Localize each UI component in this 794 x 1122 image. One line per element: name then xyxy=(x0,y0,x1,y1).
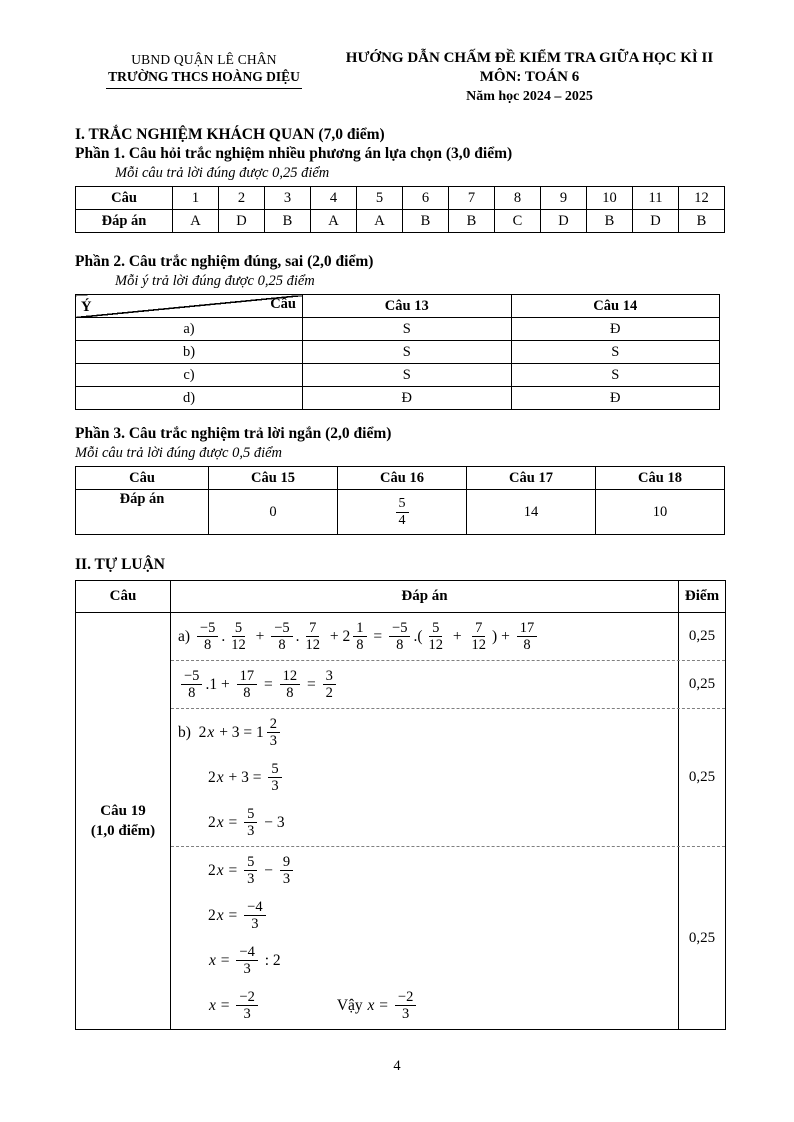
fraction-numerator: 3 xyxy=(323,668,336,685)
item-label-cell: a) xyxy=(76,318,303,341)
part3-heading: Phần 3. Câu trắc nghiệm trả lời ngắn (2,0 điểm) xyxy=(75,425,392,442)
answer-cell: B xyxy=(587,210,633,233)
answer-label-cell: Đáp án xyxy=(76,490,209,535)
fraction-numerator: 7 xyxy=(472,620,485,637)
fraction-denominator: 4 xyxy=(398,512,406,528)
truefalse-cell: S xyxy=(303,341,512,364)
math-line: 2 x = $\frac{5}{3}$ − $\frac{9}{3}$ xyxy=(178,848,674,893)
essay-header-diem: Điểm xyxy=(678,581,725,612)
question-number-cell: 12 xyxy=(679,187,725,210)
corner-label-y: Ý xyxy=(81,299,92,315)
table-row xyxy=(76,318,720,341)
fraction-numerator: 9 xyxy=(280,854,293,871)
essay-rows xyxy=(171,613,725,1029)
section1-heading: I. TRẮC NGHIỆM KHÁCH QUAN (7,0 điểm) xyxy=(75,126,385,143)
fraction xyxy=(517,620,538,653)
part3-answer-table xyxy=(75,466,726,535)
solution-step-row xyxy=(171,846,725,1029)
question-number-cell: 5 xyxy=(357,187,403,210)
essay-header-dapan: Đáp án xyxy=(401,588,448,604)
question-column-header: Câu 17 xyxy=(467,467,596,490)
header-row xyxy=(76,295,720,318)
fraction-numerator: −5 xyxy=(271,620,292,637)
fraction-denominator: 8 xyxy=(356,637,364,653)
essay-body xyxy=(76,613,725,1029)
answer-cell: B xyxy=(265,210,311,233)
question-column-header: Câu 13 xyxy=(303,295,512,318)
fraction-denominator: 8 xyxy=(243,685,251,701)
answer-row xyxy=(76,210,725,233)
question-column-header: Câu 18 xyxy=(596,467,725,490)
fraction xyxy=(323,668,336,701)
fraction xyxy=(236,944,257,977)
corner-label-cau: Câu xyxy=(270,296,296,312)
answer-cell: B xyxy=(679,210,725,233)
fraction-numerator: 12 xyxy=(280,668,301,685)
question-number-cell: 9 xyxy=(541,187,587,210)
fraction-denominator: 12 xyxy=(471,637,487,653)
fraction-numerator: 5 xyxy=(268,761,281,778)
part1-answer-table xyxy=(75,186,726,233)
question-number: Câu 19 xyxy=(100,802,146,819)
answer-cell: C xyxy=(495,210,541,233)
solution-cell xyxy=(171,661,678,708)
fraction xyxy=(389,620,410,653)
truefalse-cell: S xyxy=(303,318,512,341)
exam-title: HƯỚNG DẪN CHẤM ĐỀ KIỂM TRA GIỮA HỌC KÌ II xyxy=(345,50,714,66)
answer-cell: A xyxy=(357,210,403,233)
fraction-denominator: 3 xyxy=(247,823,255,839)
question-points: (1,0 điểm) xyxy=(90,823,156,839)
header-row xyxy=(76,467,725,490)
question-number-cell: 1 xyxy=(173,187,219,210)
math-line: $\frac{-5}{8}$ .1 + $\frac{17}{8}$ = $\frac{12}{8}$ = $\frac{3}{2}$ xyxy=(178,662,674,707)
solution-cell xyxy=(171,709,678,846)
question-number-cell: 7 xyxy=(449,187,495,210)
table-row xyxy=(76,364,720,387)
question-number-cell: 2 xyxy=(219,187,265,210)
fraction-denominator: 3 xyxy=(251,916,259,932)
question-number-row xyxy=(76,187,725,210)
fraction xyxy=(280,854,293,887)
multiple-choice-table xyxy=(75,186,725,233)
school-name-wrap xyxy=(75,68,333,89)
diagonal-split-cell xyxy=(76,295,303,318)
answer-cell xyxy=(338,490,467,535)
fraction xyxy=(469,620,490,653)
fraction-numerator: 5 xyxy=(232,620,245,637)
fraction xyxy=(244,854,257,887)
item-label-cell: b) xyxy=(76,341,303,364)
fraction xyxy=(267,716,280,749)
math-line: b) 2 x + 3 = 1 $\frac{2}{3}$ xyxy=(178,710,674,755)
fraction xyxy=(303,620,324,653)
fraction-denominator: 12 xyxy=(305,637,321,653)
answer-cell: 0 xyxy=(209,490,338,535)
school-name: TRƯỜNG THCS HOÀNG DIỆU xyxy=(106,68,302,89)
question-number-cell: 6 xyxy=(403,187,449,210)
fraction-denominator: 8 xyxy=(396,637,404,653)
fraction-denominator: 8 xyxy=(286,685,294,701)
question-number-cell: 8 xyxy=(495,187,541,210)
question-number-cell: 3 xyxy=(265,187,311,210)
question-number-cell: 11 xyxy=(633,187,679,210)
solution-cell xyxy=(171,613,678,660)
fraction xyxy=(271,620,292,653)
score-cell: 0,25 xyxy=(678,613,725,660)
question-column-header: Câu 14 xyxy=(511,295,720,318)
fraction-denominator: 2 xyxy=(325,685,333,701)
fraction-numerator: −5 xyxy=(197,620,218,637)
answer-cell: D xyxy=(541,210,587,233)
question-column-header: Câu 16 xyxy=(338,467,467,490)
truefalse-cell: S xyxy=(511,364,720,387)
fraction xyxy=(268,761,281,794)
question-number-cell: 10 xyxy=(587,187,633,210)
fraction-numerator: 5 xyxy=(244,806,257,823)
fraction-numerator: 5 xyxy=(244,854,257,871)
fraction-denominator: 8 xyxy=(204,637,212,653)
part2-answer-table xyxy=(75,294,726,410)
fraction-denominator: 3 xyxy=(243,1006,251,1022)
part2-heading: Phần 2. Câu trắc nghiệm đúng, sai (2,0 điểm) xyxy=(75,253,374,270)
truefalse-cell: Đ xyxy=(511,387,720,410)
truefalse-cell: S xyxy=(303,364,512,387)
fraction xyxy=(197,620,218,653)
answer-cell: D xyxy=(219,210,265,233)
math-line: x = $\frac{-2}{3}$ Vậy x = $\frac{-2}{3}$ xyxy=(178,983,674,1028)
score-cell: 0,25 xyxy=(678,661,725,708)
solution-cell xyxy=(171,847,678,1029)
answer-cell: A xyxy=(173,210,219,233)
fraction xyxy=(237,668,258,701)
fraction-denominator: 8 xyxy=(523,637,531,653)
fraction xyxy=(395,989,416,1022)
fraction-denominator: 12 xyxy=(428,637,444,653)
solution-step-row xyxy=(171,613,725,660)
solution-step-row xyxy=(171,660,725,708)
solution-step-row xyxy=(171,708,725,846)
fraction xyxy=(244,806,257,839)
fraction xyxy=(396,496,409,528)
fraction-numerator: 7 xyxy=(306,620,319,637)
item-label-cell: d) xyxy=(76,387,303,410)
fraction-numerator: 2 xyxy=(267,716,280,733)
document-header xyxy=(75,50,726,105)
fraction-numerator: 5 xyxy=(396,496,409,513)
true-false-table xyxy=(75,294,720,410)
math-line: x = $\frac{-4}{3}$ : 2 xyxy=(209,943,281,977)
fraction-denominator: 3 xyxy=(271,778,279,794)
fraction-numerator: −5 xyxy=(181,668,202,685)
page-number: 4 xyxy=(393,1058,401,1074)
answer-cell: 10 xyxy=(596,490,725,535)
part1-note: Mỗi câu trả lời đúng được 0,25 điểm xyxy=(115,165,330,181)
question-label-cell xyxy=(76,613,171,1029)
school-year: Năm học 2024 – 2025 xyxy=(466,89,593,104)
question-number-cell: 4 xyxy=(311,187,357,210)
fraction-numerator: −2 xyxy=(236,989,257,1006)
table-row xyxy=(76,387,720,410)
section2-heading: II. TỰ LUẬN xyxy=(75,556,166,573)
fraction xyxy=(426,620,447,653)
fraction-numerator: −5 xyxy=(389,620,410,637)
question-column-header: Câu 15 xyxy=(209,467,338,490)
essay-header-row xyxy=(76,581,725,613)
score-cell: 0,25 xyxy=(678,847,725,1029)
answer-cell: A xyxy=(311,210,357,233)
part2-note: Mỗi ý trả lời đúng được 0,25 điểm xyxy=(115,273,315,289)
math-line: 2 x + 3 = $\frac{5}{3}$ xyxy=(178,755,674,800)
fraction-denominator: 8 xyxy=(278,637,286,653)
answer-cell: B xyxy=(449,210,495,233)
fraction-denominator: 3 xyxy=(269,733,278,749)
fraction-denominator: 8 xyxy=(188,685,196,701)
row-label-cell: Câu xyxy=(76,187,173,210)
essay-header-cau: Câu xyxy=(76,581,171,612)
fraction-numerator: 5 xyxy=(429,620,442,637)
fraction xyxy=(228,620,249,653)
fraction-denominator: 3 xyxy=(247,871,255,887)
fraction xyxy=(181,668,202,701)
item-label-cell: c) xyxy=(76,364,303,387)
fraction-numerator: −4 xyxy=(244,899,265,916)
exam-title-block xyxy=(333,50,726,105)
fraction-denominator: 3 xyxy=(282,871,291,887)
fraction xyxy=(236,989,257,1022)
answer-row xyxy=(76,490,725,535)
exam-subject: MÔN: TOÁN 6 xyxy=(479,69,580,85)
district-name: UBND QUẬN LÊ CHÂN xyxy=(131,52,277,67)
truefalse-cell: Đ xyxy=(511,318,720,341)
school-block xyxy=(75,50,333,105)
fraction-denominator: 3 xyxy=(243,961,251,977)
math-line: 2 x = $\frac{5}{3}$ − 3 xyxy=(208,805,285,839)
short-answer-table xyxy=(75,466,725,535)
fraction-numerator: 17 xyxy=(517,620,538,637)
answer-cell: 14 xyxy=(467,490,596,535)
fraction-denominator: 12 xyxy=(231,637,246,653)
essay-table xyxy=(75,580,726,1030)
truefalse-cell: Đ xyxy=(303,387,512,410)
part1-heading: Phần 1. Câu hỏi trắc nghiệm nhiều phương án lựa chọn (3,0 điểm) xyxy=(75,145,513,162)
truefalse-cell: S xyxy=(511,341,720,364)
fraction-numerator: −4 xyxy=(236,944,257,961)
part3-note: Mỗi câu trả lời đúng được 0,5 điểm xyxy=(75,445,283,461)
math-line: a) $\frac{-5}{8}$ . $\frac{5}{12}$ + $\frac{-5}{8}$ . $\frac{7}{12}$ + 2 $\frac{1}{8}$ = $\frac{-5}{8}$ .( $\frac{5}{12}$ + $\frac{7}{12}$ ) + $\frac{17}{8}$ xyxy=(178,614,674,659)
table-row xyxy=(76,341,720,364)
fraction-denominator: 3 xyxy=(402,1006,410,1022)
math-line: 2 x = $\frac{-4}{3}$ xyxy=(178,893,674,938)
fraction xyxy=(244,899,265,932)
fraction-numerator: 17 xyxy=(237,668,258,685)
fraction xyxy=(280,668,301,701)
fraction xyxy=(353,620,366,653)
answer-cell: D xyxy=(633,210,679,233)
score-cell: 0,25 xyxy=(678,709,725,846)
row-label-cell: Đáp án xyxy=(76,210,173,233)
fraction-numerator: 1 xyxy=(353,620,366,637)
col-label-cell: Câu xyxy=(76,467,209,490)
answer-cell: B xyxy=(403,210,449,233)
fraction-numerator: −2 xyxy=(395,989,416,1006)
